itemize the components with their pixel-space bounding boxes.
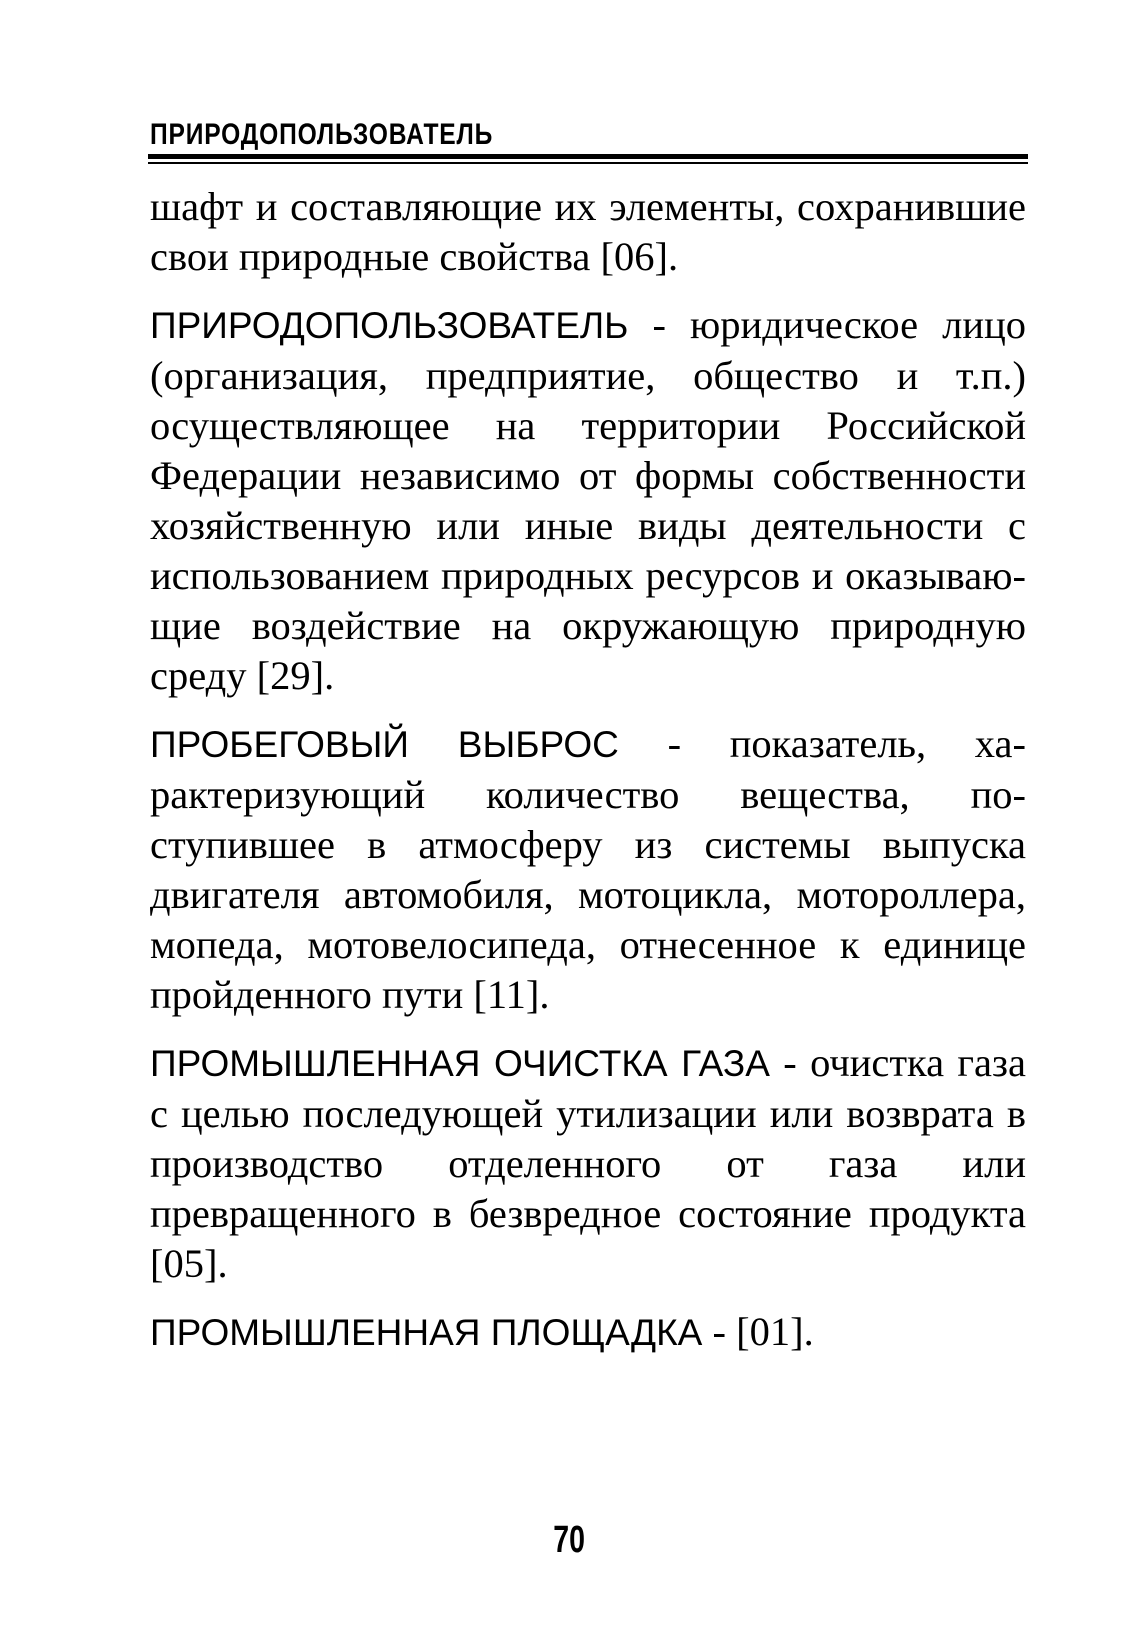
entry-promyshlennaya-ochistka-gaza (150, 1038, 1026, 1289)
entry-term: ПРОБЕГОВЫЙ ВЫБРОС (150, 724, 619, 765)
entry-text: очистка газа с целью последующей утилизации или возврата в производство отделенного от газа или превращенного в безвредное состояние продукта [05]. (150, 1040, 1026, 1286)
entry-separator: - (618, 721, 730, 766)
entry-term: ПРОМЫШЛЕННАЯ ОЧИСТКА ГАЗА (150, 1043, 770, 1084)
page-number-text: 70 (553, 1519, 585, 1561)
entry-probegovyi-vybros (150, 719, 1026, 1020)
entry-separator: - (628, 302, 691, 347)
entry-continuation (150, 182, 1026, 282)
entry-term: ПРОМЫШЛЕННАЯ ПЛОЩАДКА (150, 1312, 703, 1353)
entry-text: показатель, характеризующий количество вещества, поступившее в атмосферу из системы выпуска двигателя автомобиля, мотоцикла, мотороллера, мопеда, мотовелосипеда, отнесенное к единице пройденного пути [11]. (150, 721, 1026, 1017)
entry-separator: - (769, 1040, 811, 1085)
entry-term: ПРИРОДОПОЛЬЗОВАТЕЛЬ (150, 305, 629, 346)
header-rule-thick (148, 154, 1028, 159)
entry-separator: - (702, 1309, 737, 1354)
header-rule-thin (148, 162, 1028, 164)
body-text (150, 182, 1026, 1376)
page-number (0, 1518, 1138, 1562)
entry-promyshlennaya-ploshchadka (150, 1307, 1026, 1358)
running-head: ПРИРОДОПОЛЬЗОВАТЕЛЬ (150, 118, 494, 151)
entry-prirodopolzovatel (150, 300, 1026, 701)
entry-text: [01]. (736, 1309, 814, 1354)
entry-text: юридическое лицо (организация, предприятие, общество и т.п.) осуществляющее на территории Российской Федерации независимо от формы собственности хозяйственную или иные виды деятельности с использованием природных ресурсов и оказывающие воздействие на окружающую природную среду [29]. (150, 302, 1026, 698)
entry-text: шафт и составляющие их элементы, сохранившие свои природные свойства [06]. (150, 184, 1026, 279)
